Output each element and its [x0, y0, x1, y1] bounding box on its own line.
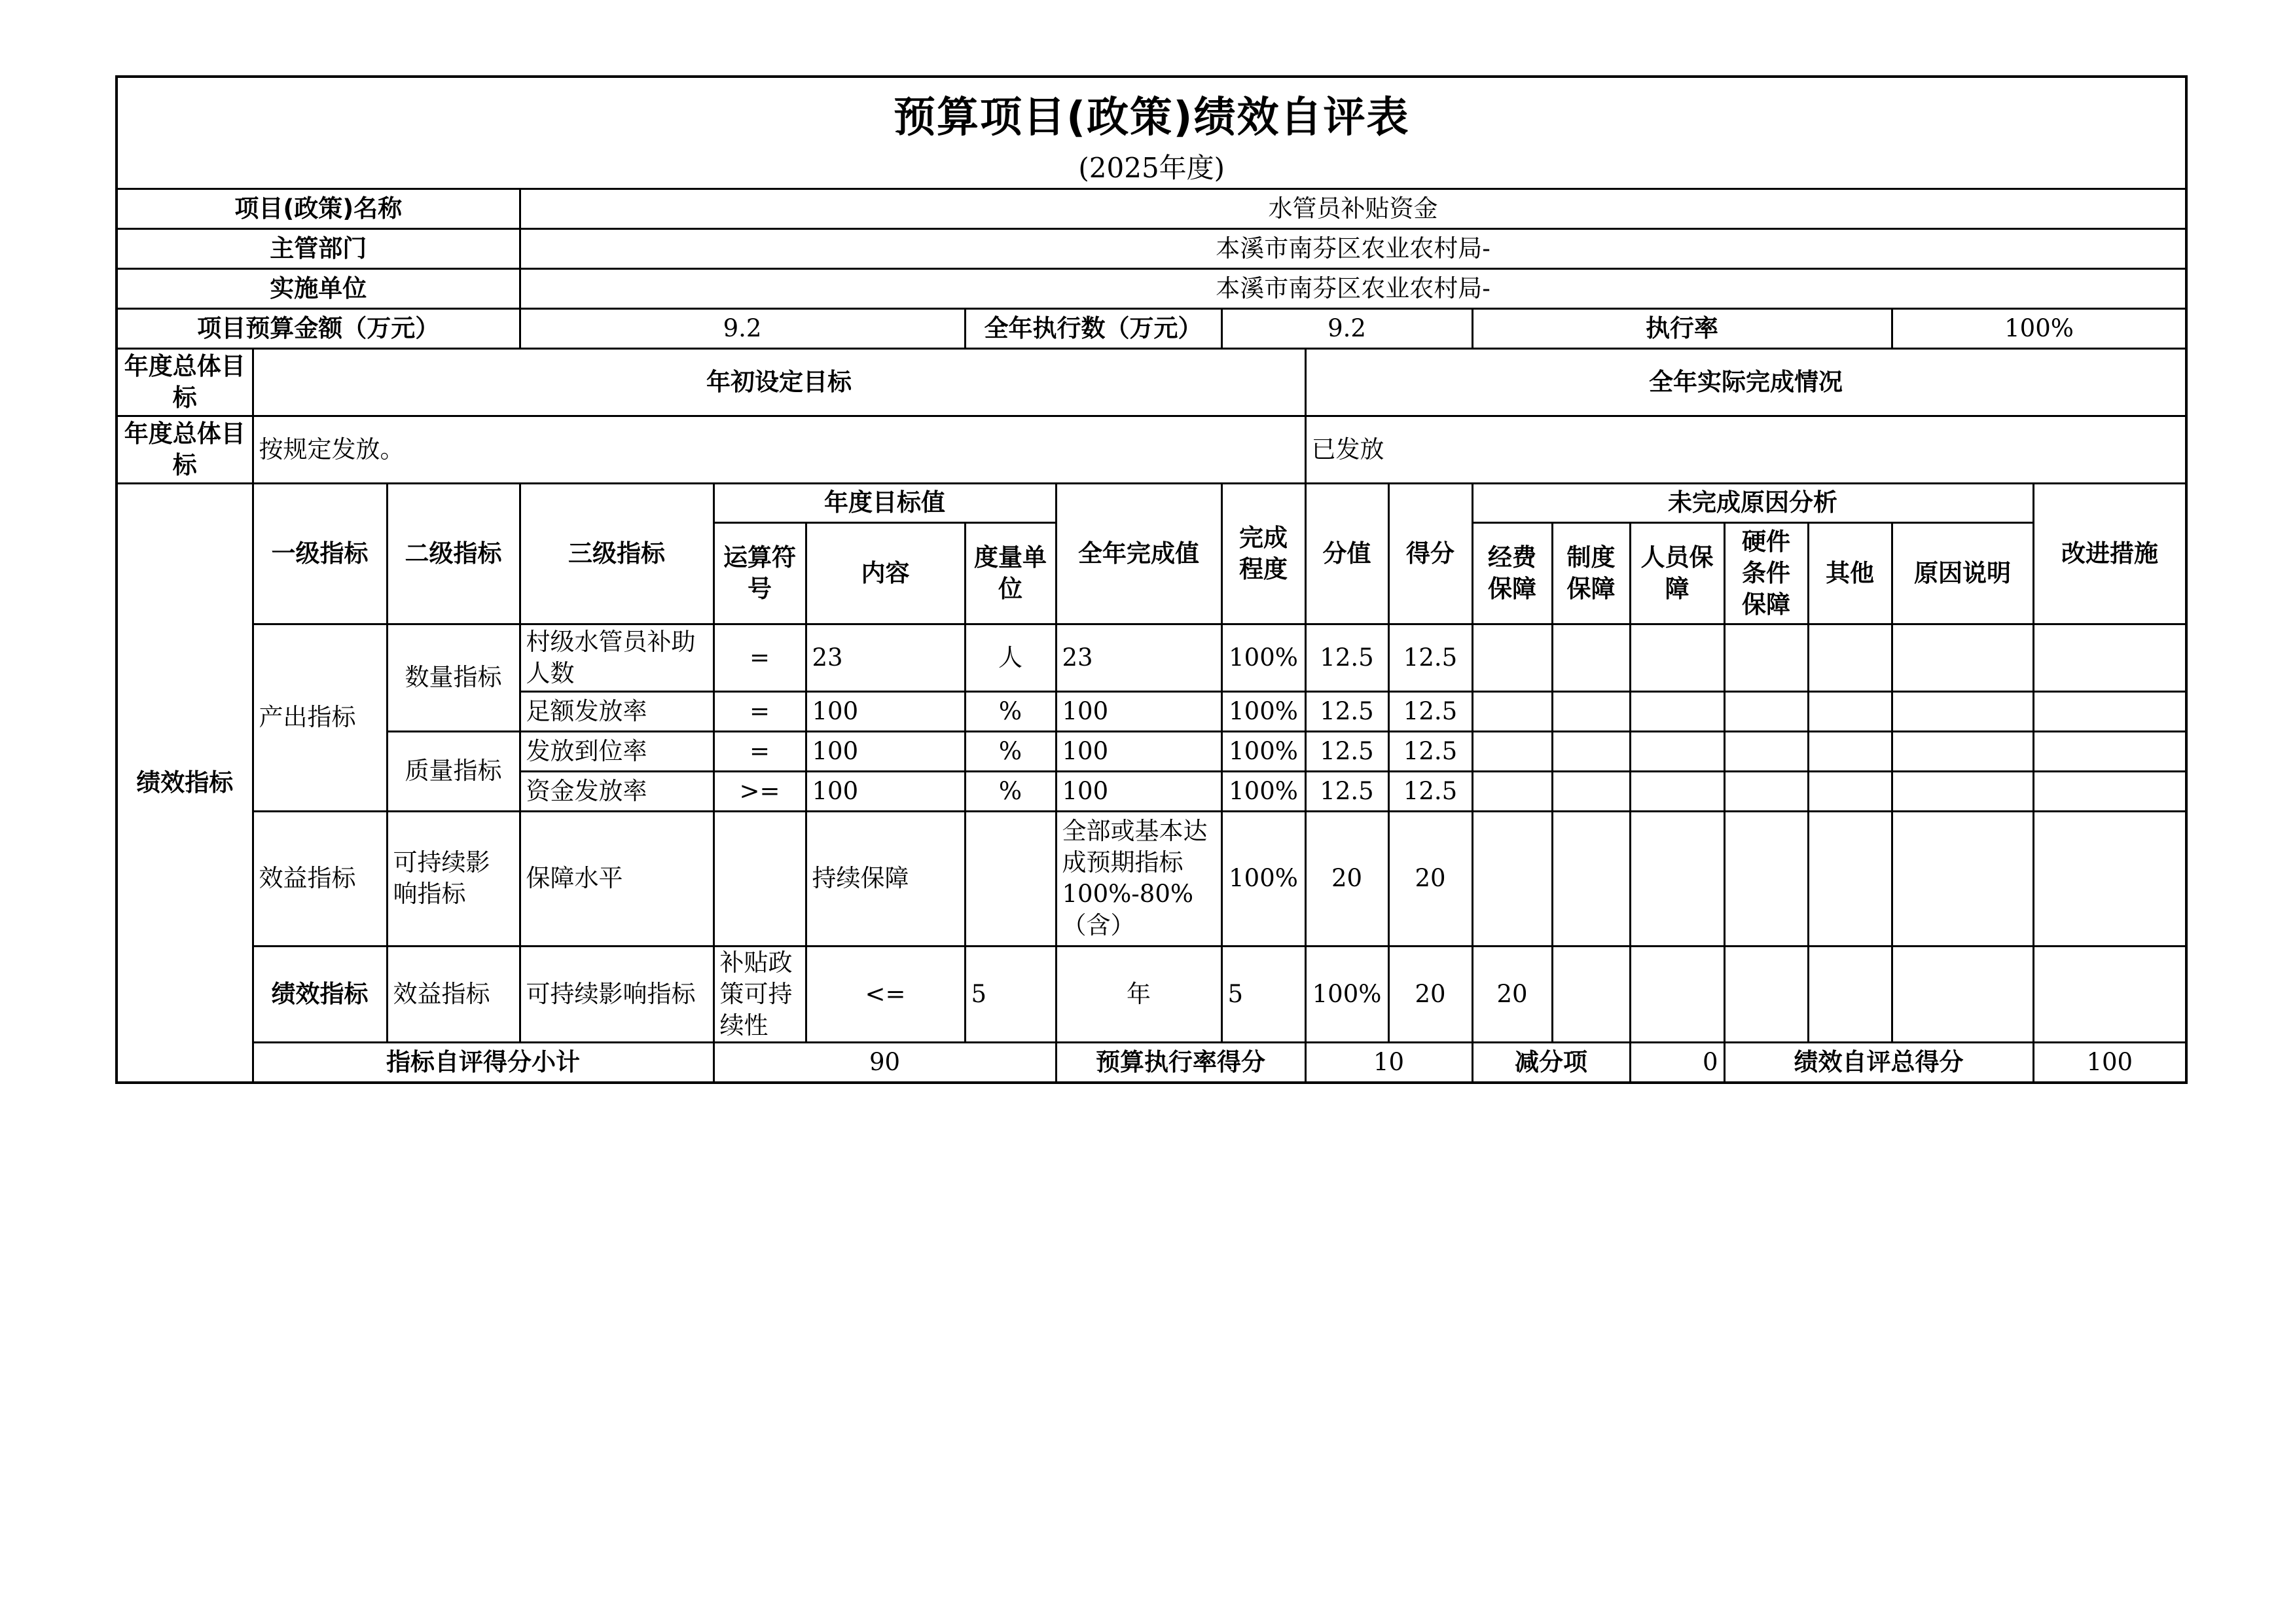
- actual-cell: 全部或基本达成预期指标100%-80%（含）: [1056, 811, 1221, 946]
- deduction-label: 减分项: [1472, 1043, 1630, 1083]
- deduction-value: 0: [1630, 1043, 1724, 1083]
- table-row: [117, 811, 2186, 946]
- header-target-group: 年度目标值: [714, 483, 1056, 522]
- header-level2: 二级指标: [387, 483, 520, 624]
- subtotal-label: 指标自评得分小计: [253, 1043, 714, 1083]
- operator-cell: >=: [714, 771, 806, 811]
- other-cell: [1808, 731, 1892, 771]
- header-other: 其他: [1808, 522, 1892, 624]
- score-cell: 12.5: [1388, 731, 1472, 771]
- system-cell: [1630, 946, 1724, 1042]
- system-cell: [1552, 811, 1630, 946]
- project-name-value: 水管员补贴资金: [520, 189, 2186, 228]
- page-title: 预算项目(政策)绩效自评表: [894, 94, 1410, 142]
- funding-cell: [1472, 771, 1552, 811]
- level2-quality: 质量指标: [387, 731, 520, 811]
- score-cell: 12.5: [1388, 771, 1472, 811]
- evaluation-table: [115, 75, 2188, 1084]
- improvement-cell: [2033, 811, 2186, 946]
- content-cell: 持续保障: [806, 811, 965, 946]
- level3-cell: 资金发放率: [520, 771, 714, 811]
- header-level3: 三级指标: [520, 483, 714, 624]
- total-score-label: 绩效自评总得分: [1724, 1043, 2033, 1083]
- execution-rate-label: 执行率: [1472, 308, 1892, 348]
- header-system: 制度保障: [1552, 522, 1630, 624]
- performance-indicator-label: 绩效指标: [253, 946, 387, 1042]
- annual-execution-value: 9.2: [1221, 308, 1472, 348]
- completion-cell: 100%: [1221, 811, 1305, 946]
- page-subtitle: (2025年度): [1078, 152, 1225, 185]
- completion-cell: 100%: [1221, 731, 1305, 771]
- score-cell: 20: [1472, 946, 1552, 1042]
- header-hardware: 硬件条件保障: [1724, 522, 1808, 624]
- system-cell: [1552, 624, 1630, 691]
- score-value-cell: 12.5: [1305, 771, 1388, 811]
- department-value: 本溪市南芬区农业农村局-: [520, 228, 2186, 268]
- header-score: 得分: [1388, 483, 1472, 624]
- subtotal-value: 90: [714, 1043, 1056, 1083]
- annual-goal-label: 年度总体目标: [117, 348, 253, 416]
- system-cell: [1552, 731, 1630, 771]
- actual-completion-value: 已发放: [1305, 416, 2186, 483]
- project-name-label: 项目(政策)名称: [117, 189, 520, 228]
- header-score-value: 分值: [1305, 483, 1388, 624]
- personnel-cell: [1630, 811, 1724, 946]
- personnel-cell: [1630, 731, 1724, 771]
- level3-cell: 足额发放率: [520, 691, 714, 731]
- reason-cell: [1892, 691, 2033, 731]
- score-value-cell: 20: [1305, 811, 1388, 946]
- score-value-cell: 20: [1388, 946, 1472, 1042]
- hardware-cell: [1724, 691, 1808, 731]
- header-funding: 经费保障: [1472, 522, 1552, 624]
- actual-completion-header: 全年实际完成情况: [1305, 348, 2186, 416]
- score-value-cell: 12.5: [1305, 691, 1388, 731]
- initial-goal-value: 按规定发放。: [253, 416, 1305, 483]
- unit-cell: %: [965, 691, 1056, 731]
- operator-cell: <=: [806, 946, 965, 1042]
- improvement-cell: [2033, 691, 2186, 731]
- personnel-cell: [1630, 624, 1724, 691]
- funding-cell: [1472, 691, 1552, 731]
- initial-goal-header: 年初设定目标: [253, 348, 1305, 416]
- table-row: [117, 731, 2186, 771]
- personnel-cell: [1630, 691, 1724, 731]
- header-unit: 度量单位: [965, 522, 1056, 624]
- hardware-cell: [1724, 811, 1808, 946]
- operator-cell: =: [714, 624, 806, 691]
- annual-goal-label: 年度总体目标: [117, 416, 253, 483]
- header-reason: 原因说明: [1892, 522, 2033, 624]
- unit-cell: 人: [965, 624, 1056, 691]
- other-cell: [1808, 811, 1892, 946]
- improvement-cell: [2033, 624, 2186, 691]
- unit-cell: %: [965, 731, 1056, 771]
- personnel-cell: [1724, 946, 1808, 1042]
- level1-benefit: 效益指标: [253, 811, 387, 946]
- completion-cell: 100%: [1305, 946, 1388, 1042]
- table-row: [117, 624, 2186, 691]
- hardware-cell: [1724, 771, 1808, 811]
- reason-cell: [2033, 946, 2186, 1042]
- score-cell: 20: [1388, 811, 1472, 946]
- content-cell: 100: [806, 771, 965, 811]
- performance-indicator-label: 绩效指标: [117, 483, 253, 1082]
- department-label: 主管部门: [117, 228, 520, 268]
- header-content: 内容: [806, 522, 965, 624]
- system-cell: [1552, 691, 1630, 731]
- level1-benefit: 效益指标: [387, 946, 520, 1042]
- table-row: [117, 946, 2186, 1042]
- content-cell: 100: [806, 691, 965, 731]
- other-cell: [1892, 946, 2033, 1042]
- funding-cell: [1472, 624, 1552, 691]
- budget-score-label: 预算执行率得分: [1056, 1043, 1305, 1083]
- header-level1: 一级指标: [253, 483, 387, 624]
- actual-cell: 5: [1221, 946, 1305, 1042]
- annual-execution-label: 全年执行数（万元）: [965, 308, 1221, 348]
- implementing-unit-label: 实施单位: [117, 268, 520, 308]
- other-cell: [1808, 771, 1892, 811]
- header-completion: 完成程度: [1221, 483, 1305, 624]
- other-cell: [1808, 691, 1892, 731]
- level3-cell: 村级水管员补助人数: [520, 624, 714, 691]
- level3-cell: 补贴政策可持续性: [714, 946, 806, 1042]
- hardware-cell: [1724, 624, 1808, 691]
- actual-cell: 100: [1056, 691, 1221, 731]
- reason-cell: [1892, 624, 2033, 691]
- improvement-cell: [2033, 731, 2186, 771]
- content-cell: 100: [806, 731, 965, 771]
- operator-cell: [714, 811, 806, 946]
- level3-cell: 发放到位率: [520, 731, 714, 771]
- score-cell: 12.5: [1388, 624, 1472, 691]
- completion-cell: 100%: [1221, 691, 1305, 731]
- level2-sustainability: 可持续影响指标: [520, 946, 714, 1042]
- header-personnel: 人员保障: [1630, 522, 1724, 624]
- level3-cell: 保障水平: [520, 811, 714, 946]
- content-cell: 23: [806, 624, 965, 691]
- completion-cell: 100%: [1221, 624, 1305, 691]
- reason-cell: [1892, 731, 2033, 771]
- header-reason-group: 未完成原因分析: [1472, 483, 2033, 522]
- hardware-cell: [1808, 946, 1892, 1042]
- actual-cell: 100: [1056, 731, 1221, 771]
- personnel-cell: [1630, 771, 1724, 811]
- operator-cell: =: [714, 731, 806, 771]
- evaluation-sheet: [115, 75, 2185, 1084]
- reason-cell: [1892, 811, 2033, 946]
- score-value-cell: 12.5: [1305, 624, 1388, 691]
- header-operator: 运算符号: [714, 522, 806, 624]
- header-improvement: 改进措施: [2033, 483, 2186, 624]
- score-value-cell: 12.5: [1305, 731, 1388, 771]
- unit-cell: %: [965, 771, 1056, 811]
- unit-cell: 年: [1056, 946, 1221, 1042]
- actual-cell: 23: [1056, 624, 1221, 691]
- improvement-cell: [2033, 771, 2186, 811]
- actual-cell: 100: [1056, 771, 1221, 811]
- level2-sustainability: 可持续影响指标: [387, 811, 520, 946]
- operator-cell: =: [714, 691, 806, 731]
- other-cell: [1808, 624, 1892, 691]
- reason-cell: [1892, 771, 2033, 811]
- content-cell: 5: [965, 946, 1056, 1042]
- implementing-unit-value: 本溪市南芬区农业农村局-: [520, 268, 2186, 308]
- funding-cell: [1552, 946, 1630, 1042]
- funding-cell: [1472, 731, 1552, 771]
- level1-output: 产出指标: [253, 624, 387, 811]
- budget-amount-value: 9.2: [520, 308, 965, 348]
- score-cell: 12.5: [1388, 691, 1472, 731]
- title-cell: [117, 77, 2186, 189]
- total-score-value: 100: [2033, 1043, 2186, 1083]
- system-cell: [1552, 771, 1630, 811]
- completion-cell: 100%: [1221, 771, 1305, 811]
- execution-rate-value: 100%: [1892, 308, 2186, 348]
- budget-score-value: 10: [1305, 1043, 1472, 1083]
- level2-quantity: 数量指标: [387, 624, 520, 731]
- unit-cell: [965, 811, 1056, 946]
- hardware-cell: [1724, 731, 1808, 771]
- header-actual: 全年完成值: [1056, 483, 1221, 624]
- budget-amount-label: 项目预算金额（万元）: [117, 308, 520, 348]
- funding-cell: [1472, 811, 1552, 946]
